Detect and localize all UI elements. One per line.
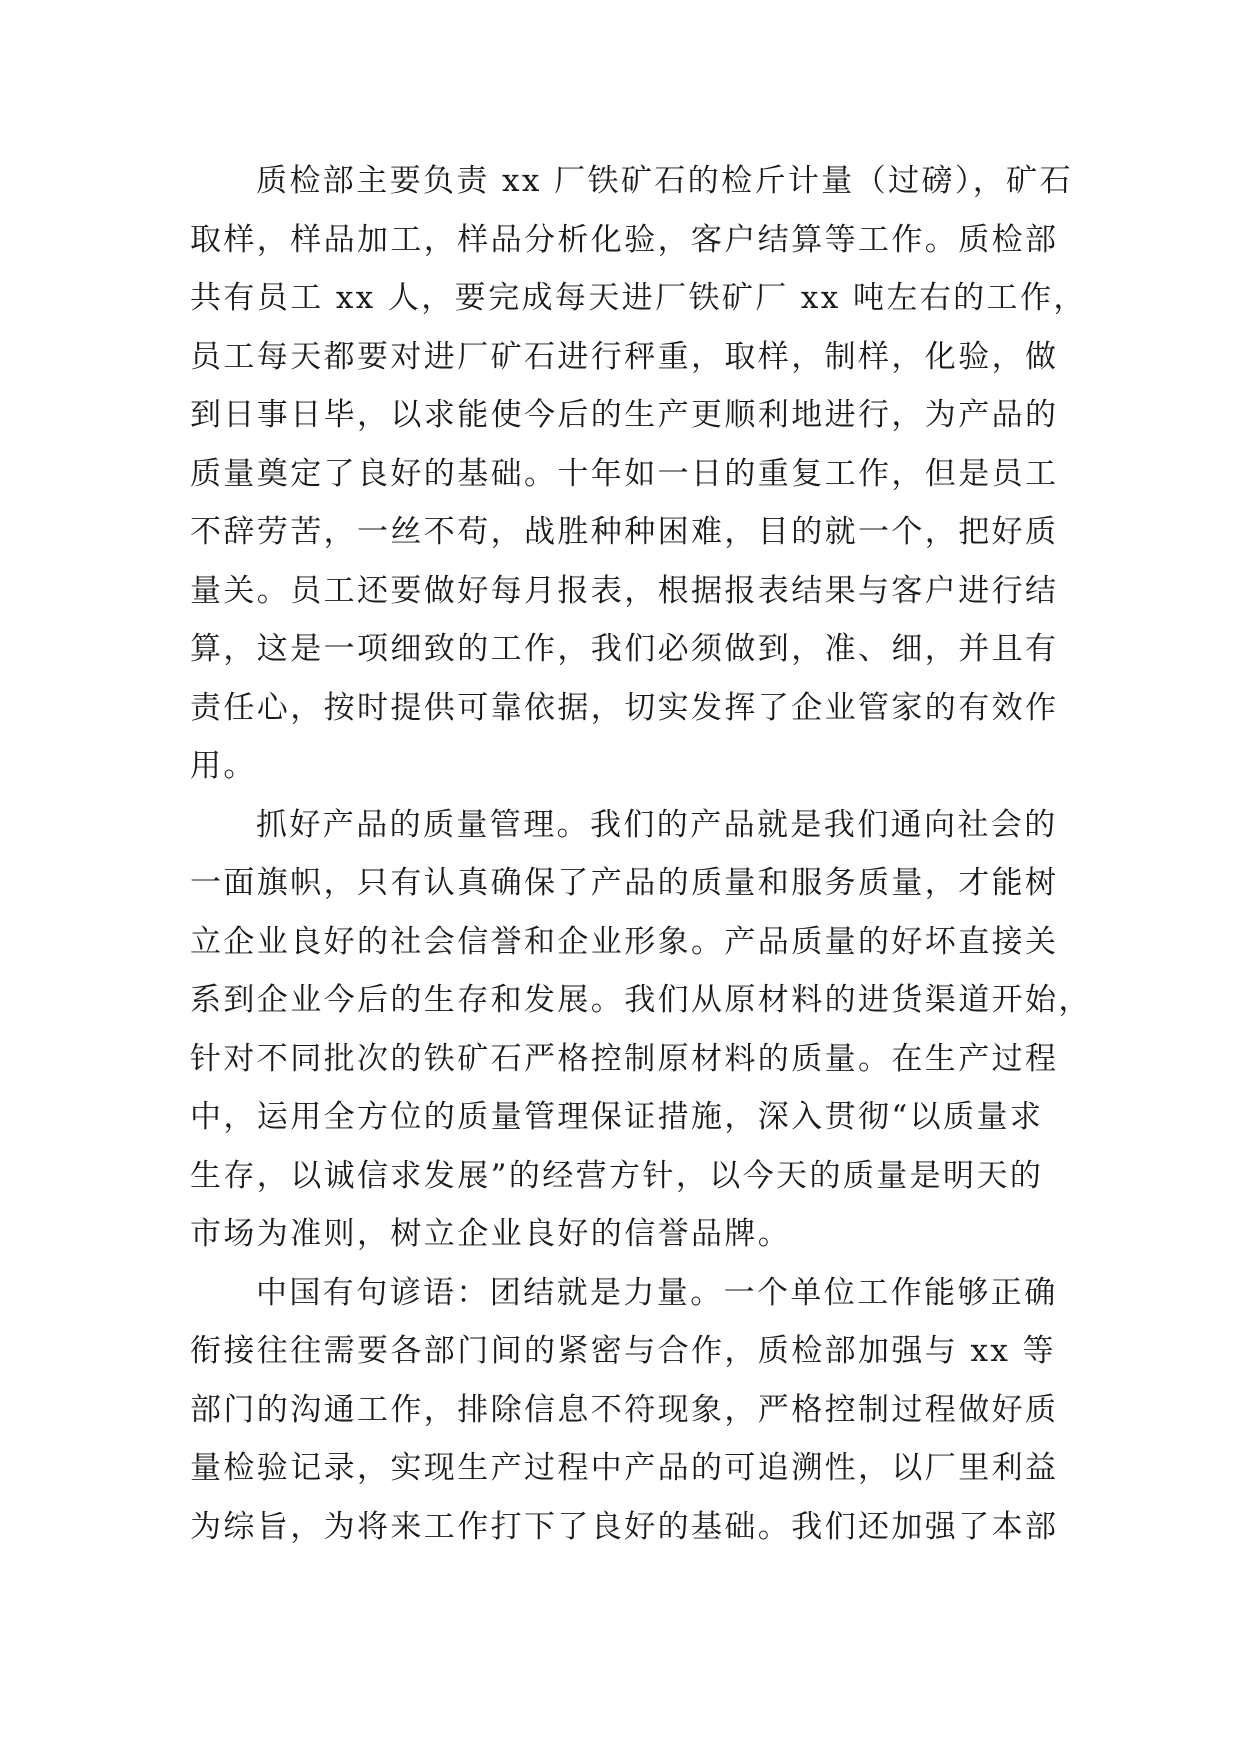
text-line: 取样，样品加工，样品分析化验，客户结算等工作。质检部 (190, 221, 1059, 258)
text-line: 质量奠定了良好的基础。十年如一日的重复工作，但是员工 (190, 455, 1059, 492)
text-line: 衔接往往需要各部门间的紧密与合作，质检部加强与 xx 等 (190, 1333, 1056, 1369)
text-line: 生存，以诚信求发展”的经营方针，以今天的质量是明天的 (190, 1157, 1044, 1194)
paragraph-teamwork (190, 1264, 1060, 1557)
text-line: 员工每天都要对进厂矿石进行秤重，取样，制样，化验，做 (190, 338, 1059, 375)
text-line: 共有员工 xx 人，要完成每天进厂铁矿厂 xx 吨左右的工作， (190, 280, 1087, 316)
paragraph-quality-inspection-duties (190, 152, 1087, 796)
text-line: 部门的沟通工作，排除信息不符现象，严格控制过程做好质 (190, 1391, 1059, 1428)
text-line: 中，运用全方位的质量管理保证措施，深入贯彻“以质量求 (190, 1099, 1044, 1135)
document-body (190, 152, 1092, 1556)
text-line: 责任心，按时提供可靠依据，切实发挥了企业管家的有效作 (190, 689, 1059, 726)
text-line: 量检验记录，实现生产过程中产品的可追溯性，以厂里利益 (190, 1450, 1059, 1486)
text-line: 针对不同批次的铁矿石严格控制原材料的质量。在生产过程 (190, 1040, 1059, 1077)
text-line: 不辞劳苦，一丝不苟，战胜种种困难，目的就一个，把好质 (190, 514, 1059, 550)
text-line: 市场为准则，树立企业良好的信誉品牌。 (190, 1216, 792, 1252)
text-line: 为综旨，为将来工作打下了良好的基础。我们还加强了本部 (190, 1508, 1059, 1545)
text-line: 一面旗帜，只有认真确保了产品的质量和服务质量，才能树 (190, 865, 1059, 901)
text-line: 量关。员工还要做好每月报表，根据报表结果与客户进行结 (190, 572, 1059, 609)
paragraph-product-quality-management (190, 796, 1092, 1264)
text-line: 系到企业今后的生存和发展。我们从原材料的进货渠道开始， (190, 982, 1092, 1018)
text-line: 质检部主要负责 xx 厂铁矿石的检斤计量（过磅），矿石 (256, 163, 1073, 199)
text-line: 算，这是一项细致的工作，我们必须做到，准、细，并且有 (190, 631, 1059, 667)
text-line: 抓好产品的质量管理。我们的产品就是我们通向社会的 (256, 806, 1058, 843)
text-line: 立企业良好的社会信誉和企业形象。产品质量的好坏直接关 (190, 923, 1059, 960)
text-line: 中国有句谚语：团结就是力量。一个单位工作能够正确 (256, 1274, 1058, 1311)
text-line: 到日事日毕，以求能使今后的生产更顺利地进行，为产品的 (190, 397, 1059, 433)
text-line: 用。 (190, 748, 257, 784)
